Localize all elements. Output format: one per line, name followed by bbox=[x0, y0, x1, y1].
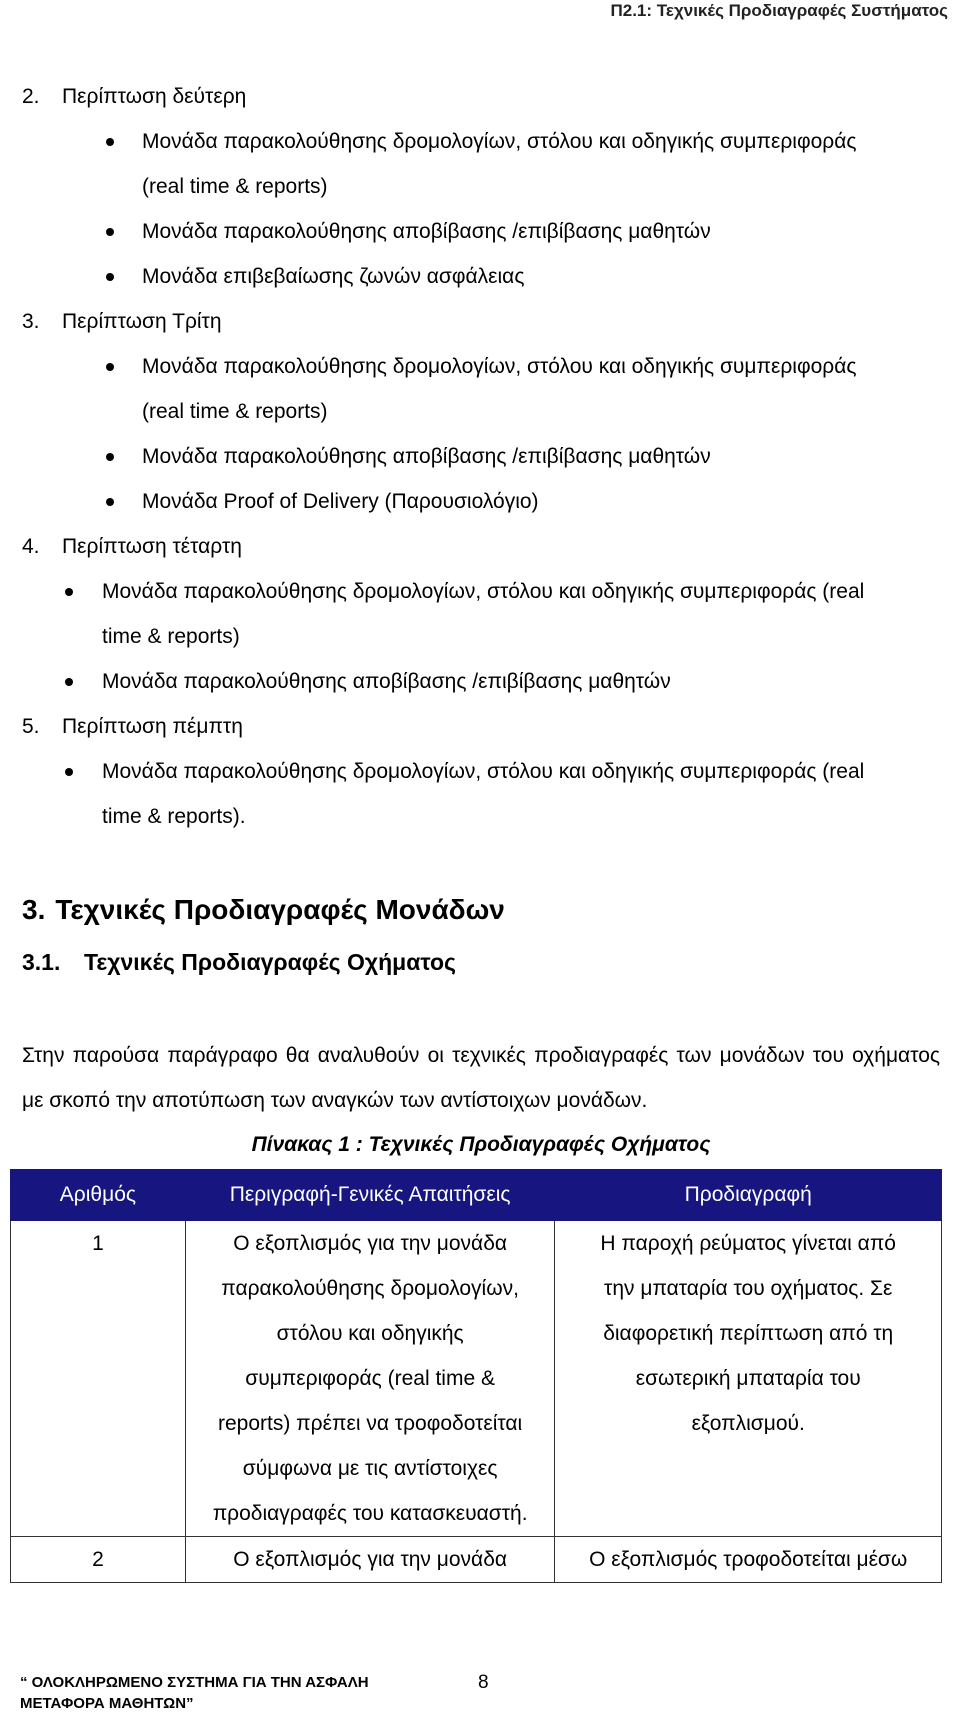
specification-line: Η παροχή ρεύματος γίνεται από bbox=[600, 1232, 896, 1255]
list-item-line: time & reports). bbox=[102, 805, 246, 828]
list-item bbox=[22, 254, 940, 299]
cell-number: 2 bbox=[11, 1537, 186, 1583]
page-number: 8 bbox=[478, 1672, 489, 1693]
list-item-line: Μονάδα παρακολούθησης αποβίβασης /επιβίβασης μαθητών bbox=[142, 445, 711, 468]
list-item-line: Μονάδα παρακολούθησης δρομολογίων, στόλου και οδηγικής συμπεριφοράς (real bbox=[102, 760, 865, 783]
bullet-dot-icon bbox=[106, 228, 114, 236]
table-header-row bbox=[11, 1170, 942, 1221]
footer-line-2: ΜΕΤΑΦΟΡΑ ΜΑΘΗΤΩΝ” bbox=[20, 1695, 194, 1712]
header-specification: Προδιαγραφή bbox=[555, 1170, 942, 1221]
case-heading bbox=[22, 704, 940, 749]
bullet-dot-icon bbox=[106, 363, 114, 371]
table-row bbox=[11, 1221, 942, 1537]
description-line: Ο εξοπλισμός για την μονάδα bbox=[233, 1548, 508, 1571]
list-item-line: Μονάδα παρακολούθησης δρομολογίων, στόλου και οδηγικής συμπεριφοράς bbox=[142, 355, 857, 378]
list-item-line: Μονάδα Proof of Delivery (Παρουσιολόγιο) bbox=[142, 490, 539, 513]
case-bullet-list bbox=[22, 569, 940, 704]
case-title: Περίπτωση τέταρτη bbox=[62, 535, 242, 558]
case-heading bbox=[22, 524, 940, 569]
cell-description bbox=[185, 1221, 555, 1537]
specification-line: διαφορετική περίπτωση από τη bbox=[603, 1322, 894, 1345]
list-item bbox=[22, 434, 940, 479]
case-heading bbox=[22, 74, 940, 119]
cases-list bbox=[22, 74, 940, 839]
list-item bbox=[22, 479, 940, 524]
list-item-line: Μονάδα παρακολούθησης αποβίβασης /επιβίβασης μαθητών bbox=[142, 220, 711, 243]
list-item-line: Μονάδα παρακολούθησης δρομολογίων, στόλου και οδηγικής συμπεριφοράς bbox=[142, 130, 857, 153]
cell-specification bbox=[555, 1221, 942, 1537]
list-item-line: Μονάδα παρακολούθησης αποβίβασης /επιβίβασης μαθητών bbox=[102, 670, 671, 693]
description-line: συμπεριφοράς (real time & bbox=[245, 1367, 495, 1390]
cell-number: 1 bbox=[11, 1221, 186, 1537]
subsection-number: 3.1. bbox=[22, 949, 61, 975]
section-number: 3. bbox=[22, 894, 46, 925]
spec-table bbox=[10, 1169, 942, 1583]
case-bullet-list bbox=[22, 344, 940, 524]
bullet-dot-icon bbox=[65, 678, 73, 686]
list-item-line: (real time & reports) bbox=[142, 175, 328, 198]
subsection-heading bbox=[22, 938, 940, 986]
table-row bbox=[11, 1537, 942, 1583]
specification-line: εσωτερική μπαταρία του bbox=[635, 1367, 861, 1390]
case-number: 2. bbox=[22, 85, 40, 108]
specification-line: την μπαταρία του οχήματος. Σε bbox=[604, 1277, 893, 1300]
bullet-dot-icon bbox=[106, 498, 114, 506]
list-item bbox=[22, 749, 940, 839]
list-item-line: Μονάδα επιβεβαίωσης ζωνών ασφάλειας bbox=[142, 265, 525, 288]
description-line: reports) πρέπει να τροφοδοτείται bbox=[218, 1412, 523, 1435]
section-title: Τεχνικές Προδιαγραφές Μονάδων bbox=[55, 894, 505, 925]
bullet-dot-icon bbox=[106, 138, 114, 146]
description-line: Ο εξοπλισμός για την μονάδα bbox=[233, 1232, 508, 1255]
specification-line: εξοπλισμού. bbox=[691, 1412, 805, 1435]
description-line: παρακολούθησης δρομολογίων, bbox=[221, 1277, 519, 1300]
case-title: Περίπτωση Τρίτη bbox=[62, 310, 222, 333]
case-title: Περίπτωση πέμπτη bbox=[62, 715, 243, 738]
list-item bbox=[22, 119, 940, 209]
description-line: σύμφωνα με τις αντίστοιχες bbox=[242, 1457, 498, 1480]
description-line: στόλου και οδηγικής bbox=[276, 1322, 464, 1345]
case-number: 4. bbox=[22, 535, 40, 558]
cell-description bbox=[185, 1537, 555, 1583]
bullet-dot-icon bbox=[65, 768, 73, 776]
subsection-title: Τεχνικές Προδιαγραφές Οχήματος bbox=[84, 949, 456, 975]
specification-line: Ο εξοπλισμός τροφοδοτείται μέσω bbox=[589, 1548, 908, 1571]
list-item bbox=[22, 659, 940, 704]
list-item-line: Μονάδα παρακολούθησης δρομολογίων, στόλου και οδηγικής συμπεριφοράς (real bbox=[102, 580, 865, 603]
header-description: Περιγραφή-Γενικές Απαιτήσεις bbox=[185, 1170, 555, 1221]
bullet-dot-icon bbox=[106, 453, 114, 461]
footer-project-title bbox=[20, 1672, 400, 1714]
case-title: Περίπτωση δεύτερη bbox=[62, 85, 247, 108]
bullet-dot-icon bbox=[65, 588, 73, 596]
footer-line-1: “ ΟΛΟΚΛΗΡΩΜΕΝΟ ΣΥΣΤΗΜΑ ΓΙΑ ΤΗΝ ΑΣΦΑΛΗ bbox=[20, 1674, 369, 1691]
description-line: προδιαγραφές του κατασκευαστή. bbox=[212, 1502, 528, 1525]
case-bullet-list bbox=[22, 119, 940, 299]
list-item bbox=[22, 569, 940, 659]
cell-specification bbox=[555, 1537, 942, 1583]
case-number: 3. bbox=[22, 310, 40, 333]
running-header: Π2.1: Τεχνικές Προδιαγραφές Συστήματος bbox=[610, 1, 948, 20]
case-number: 5. bbox=[22, 715, 40, 738]
case-heading bbox=[22, 299, 940, 344]
list-item-line: (real time & reports) bbox=[142, 400, 328, 423]
intro-paragraph: Στην παρούσα παράγραφο θα αναλυθούν οι τεχνικές προδιαγραφές των μονάδων του οχήματος με σκοπό την αποτύπωση των αναγκών των αντίστοιχων μονάδων. bbox=[22, 1044, 940, 1112]
case-bullet-list bbox=[22, 749, 940, 839]
header-number: Αριθμός bbox=[11, 1170, 186, 1221]
bullet-dot-icon bbox=[106, 273, 114, 281]
section-heading bbox=[22, 885, 940, 935]
list-item bbox=[22, 344, 940, 434]
document-body bbox=[22, 74, 940, 1583]
list-item-line: time & reports) bbox=[102, 625, 240, 648]
table-caption: Πίνακας 1 : Τεχνικές Προδιαγραφές Οχήματος bbox=[251, 1133, 711, 1156]
list-item bbox=[22, 209, 940, 254]
